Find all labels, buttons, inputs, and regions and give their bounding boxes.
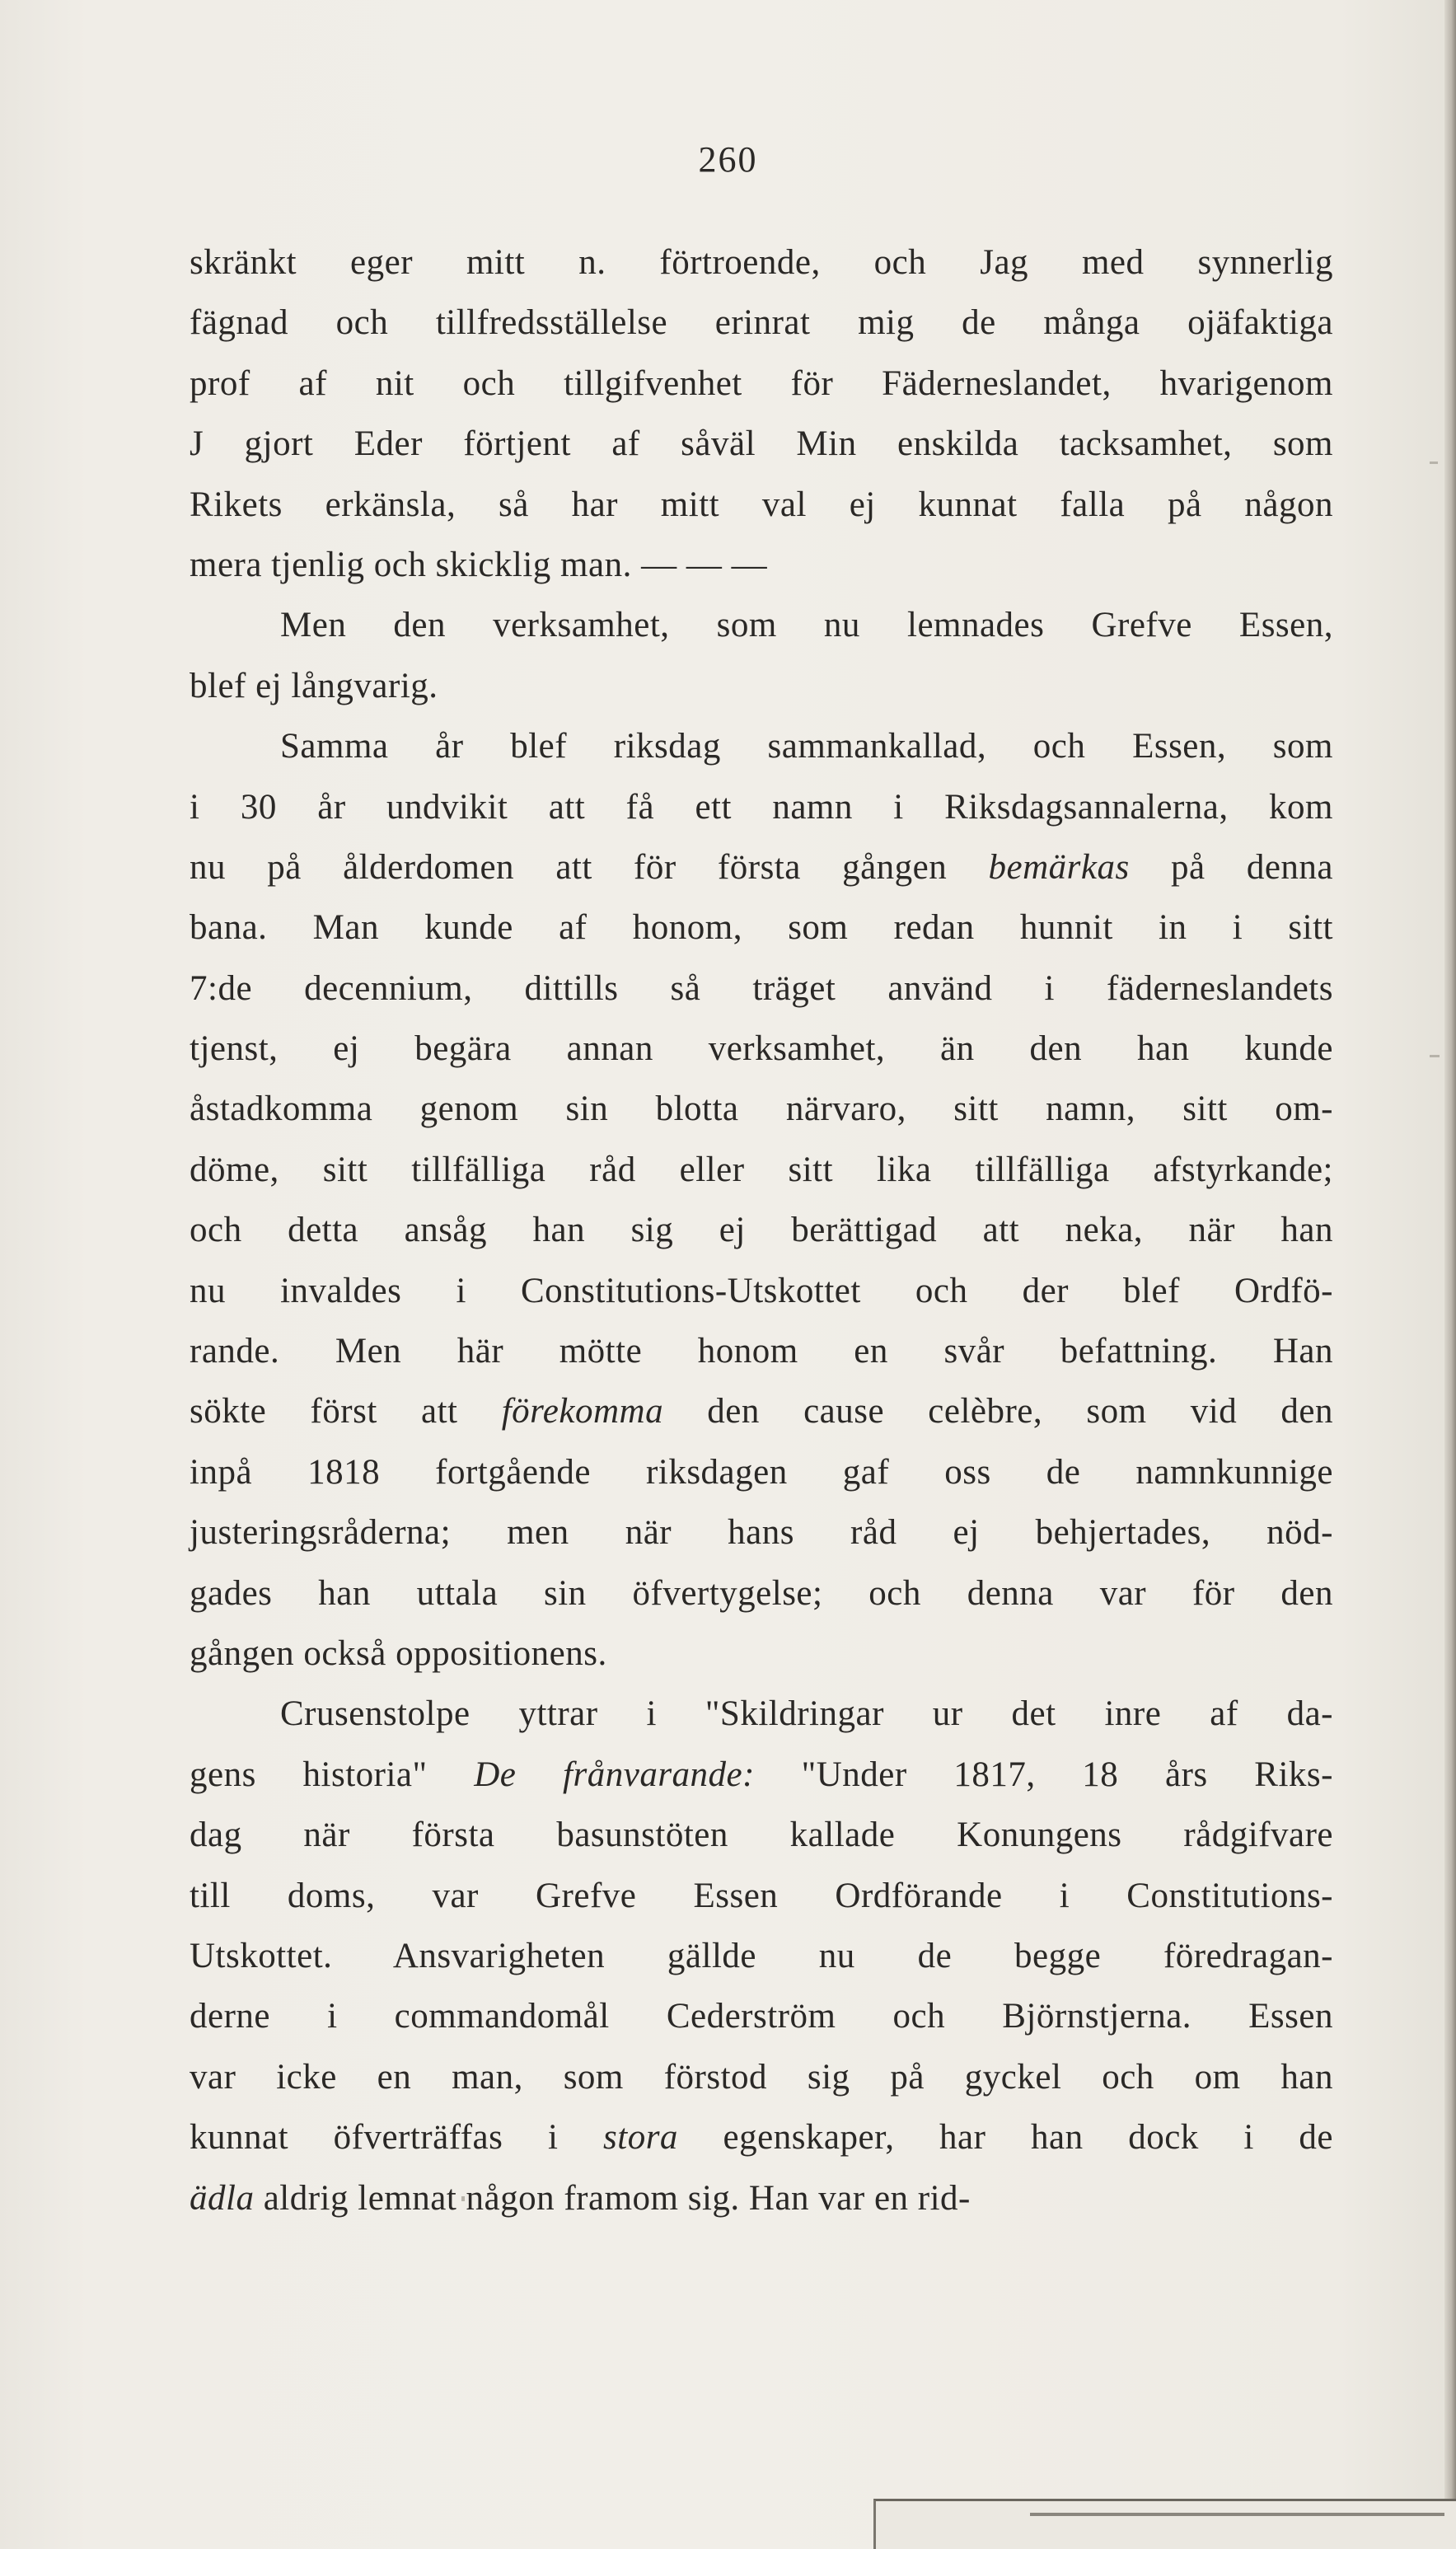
- text-line: Men den verksamhet, som nu lemnades Grefve Essen,: [280, 606, 1333, 645]
- text-line: derne i commandomål Cederström och Björnstjerna. Essen: [190, 1997, 1333, 2036]
- text-line: till doms, var Grefve Essen Ordförande i Constitutions-: [190, 1876, 1333, 1915]
- text-line: i 30 år undvikit att få ett namn i Riksdagsannalerna, kom: [190, 787, 1333, 827]
- italic-emphasis: ädla: [190, 2178, 255, 2218]
- text-line: skränkt eger mitt n. förtroende, och Jag med synnerlig: [190, 243, 1333, 282]
- scan-speck: [1430, 1055, 1440, 1057]
- underlying-page-line: [1030, 2513, 1444, 2516]
- underlying-page-corner: [873, 2499, 1456, 2549]
- text-line: fägnad och tillfredsställelse erinrat mig de många ojäfaktiga: [190, 303, 1333, 343]
- text-line: Samma år blef riksdag sammankallad, och Essen, som: [280, 727, 1333, 766]
- italic-emphasis: De frånvarande:: [474, 1755, 755, 1794]
- page-number: 260: [698, 139, 758, 180]
- text-line: och detta ansåg han sig ej berättigad att neka, när han: [190, 1211, 1333, 1250]
- text-line: prof af nit och tillgifvenhet för Fäderneslandet, hvarigenom: [190, 363, 1333, 403]
- text-line: 7:de decennium, dittills så träget använd i fäderneslandets: [190, 968, 1333, 1008]
- text-line: Utskottet. Ansvarigheten gällde nu de begge föredragan-: [190, 1936, 1333, 1975]
- text-line: gades han uttala sin öfvertygelse; och denna var för den: [190, 1573, 1333, 1613]
- text-line: mera tjenlig och skicklig man. — — —: [190, 545, 768, 584]
- text-line: ädla aldrig lemnat någon framom sig. Han var en rid-: [190, 2178, 971, 2218]
- text-line: Crusenstolpe yttrar i "Skildringar ur det inre af da-: [280, 1694, 1333, 1734]
- text-line: nu på ålderdomen att för första gången bemärkas på denna: [190, 847, 1333, 887]
- italic-emphasis: förekomma: [501, 1392, 664, 1431]
- text-line: gens historia" De frånvarande: "Under 1817, 18 års Riks-: [190, 1755, 1333, 1794]
- text-line: nu invaldes i Constitutions-Utskottet och der blef Ordfö-: [190, 1271, 1333, 1310]
- page-edge-shadow: [1444, 0, 1456, 2549]
- body-text: [190, 232, 1333, 2228]
- text-line: sökte först att förekomma den cause celèbre, som vid den: [190, 1392, 1333, 1431]
- text-line: gången också oppositionens.: [190, 1633, 607, 1673]
- text-line: dag när första basunstöten kallade Konungens rådgifvare: [190, 1816, 1333, 1855]
- text-line: kunnat öfverträffas i stora egenskaper, har han dock i de: [190, 2118, 1333, 2158]
- text-line: Rikets erkänsla, så har mitt val ej kunnat falla på någon: [190, 485, 1333, 524]
- text-line: blef ej långvarig.: [190, 666, 438, 705]
- text-line: åstadkomma genom sin blotta närvaro, sitt namn, sitt om-: [190, 1089, 1333, 1129]
- text-line: tjenst, ej begära annan verksamhet, än den han kunde: [190, 1029, 1333, 1069]
- text-line: döme, sitt tillfälliga råd eller sitt lika tillfälliga afstyrkande;: [190, 1150, 1333, 1189]
- scan-speck: [1430, 462, 1438, 464]
- italic-emphasis: bemärkas: [988, 847, 1130, 887]
- text-line: justeringsråderna; men när hans råd ej behjertades, nöd-: [190, 1513, 1333, 1553]
- text-line: bana. Man kunde af honom, som redan hunnit in i sitt: [190, 908, 1333, 948]
- italic-emphasis: stora: [603, 2118, 678, 2158]
- text-line: inpå 1818 fortgående riksdagen gaf oss de namnkunnige: [190, 1452, 1333, 1492]
- text-line: var icke en man, som förstod sig på gyckel och om han: [190, 2057, 1333, 2097]
- text-line: rande. Men här mötte honom en svår befattning. Han: [190, 1332, 1333, 1371]
- text-line: J gjort Eder förtjent af såväl Min enskilda tacksamhet, som: [190, 424, 1333, 464]
